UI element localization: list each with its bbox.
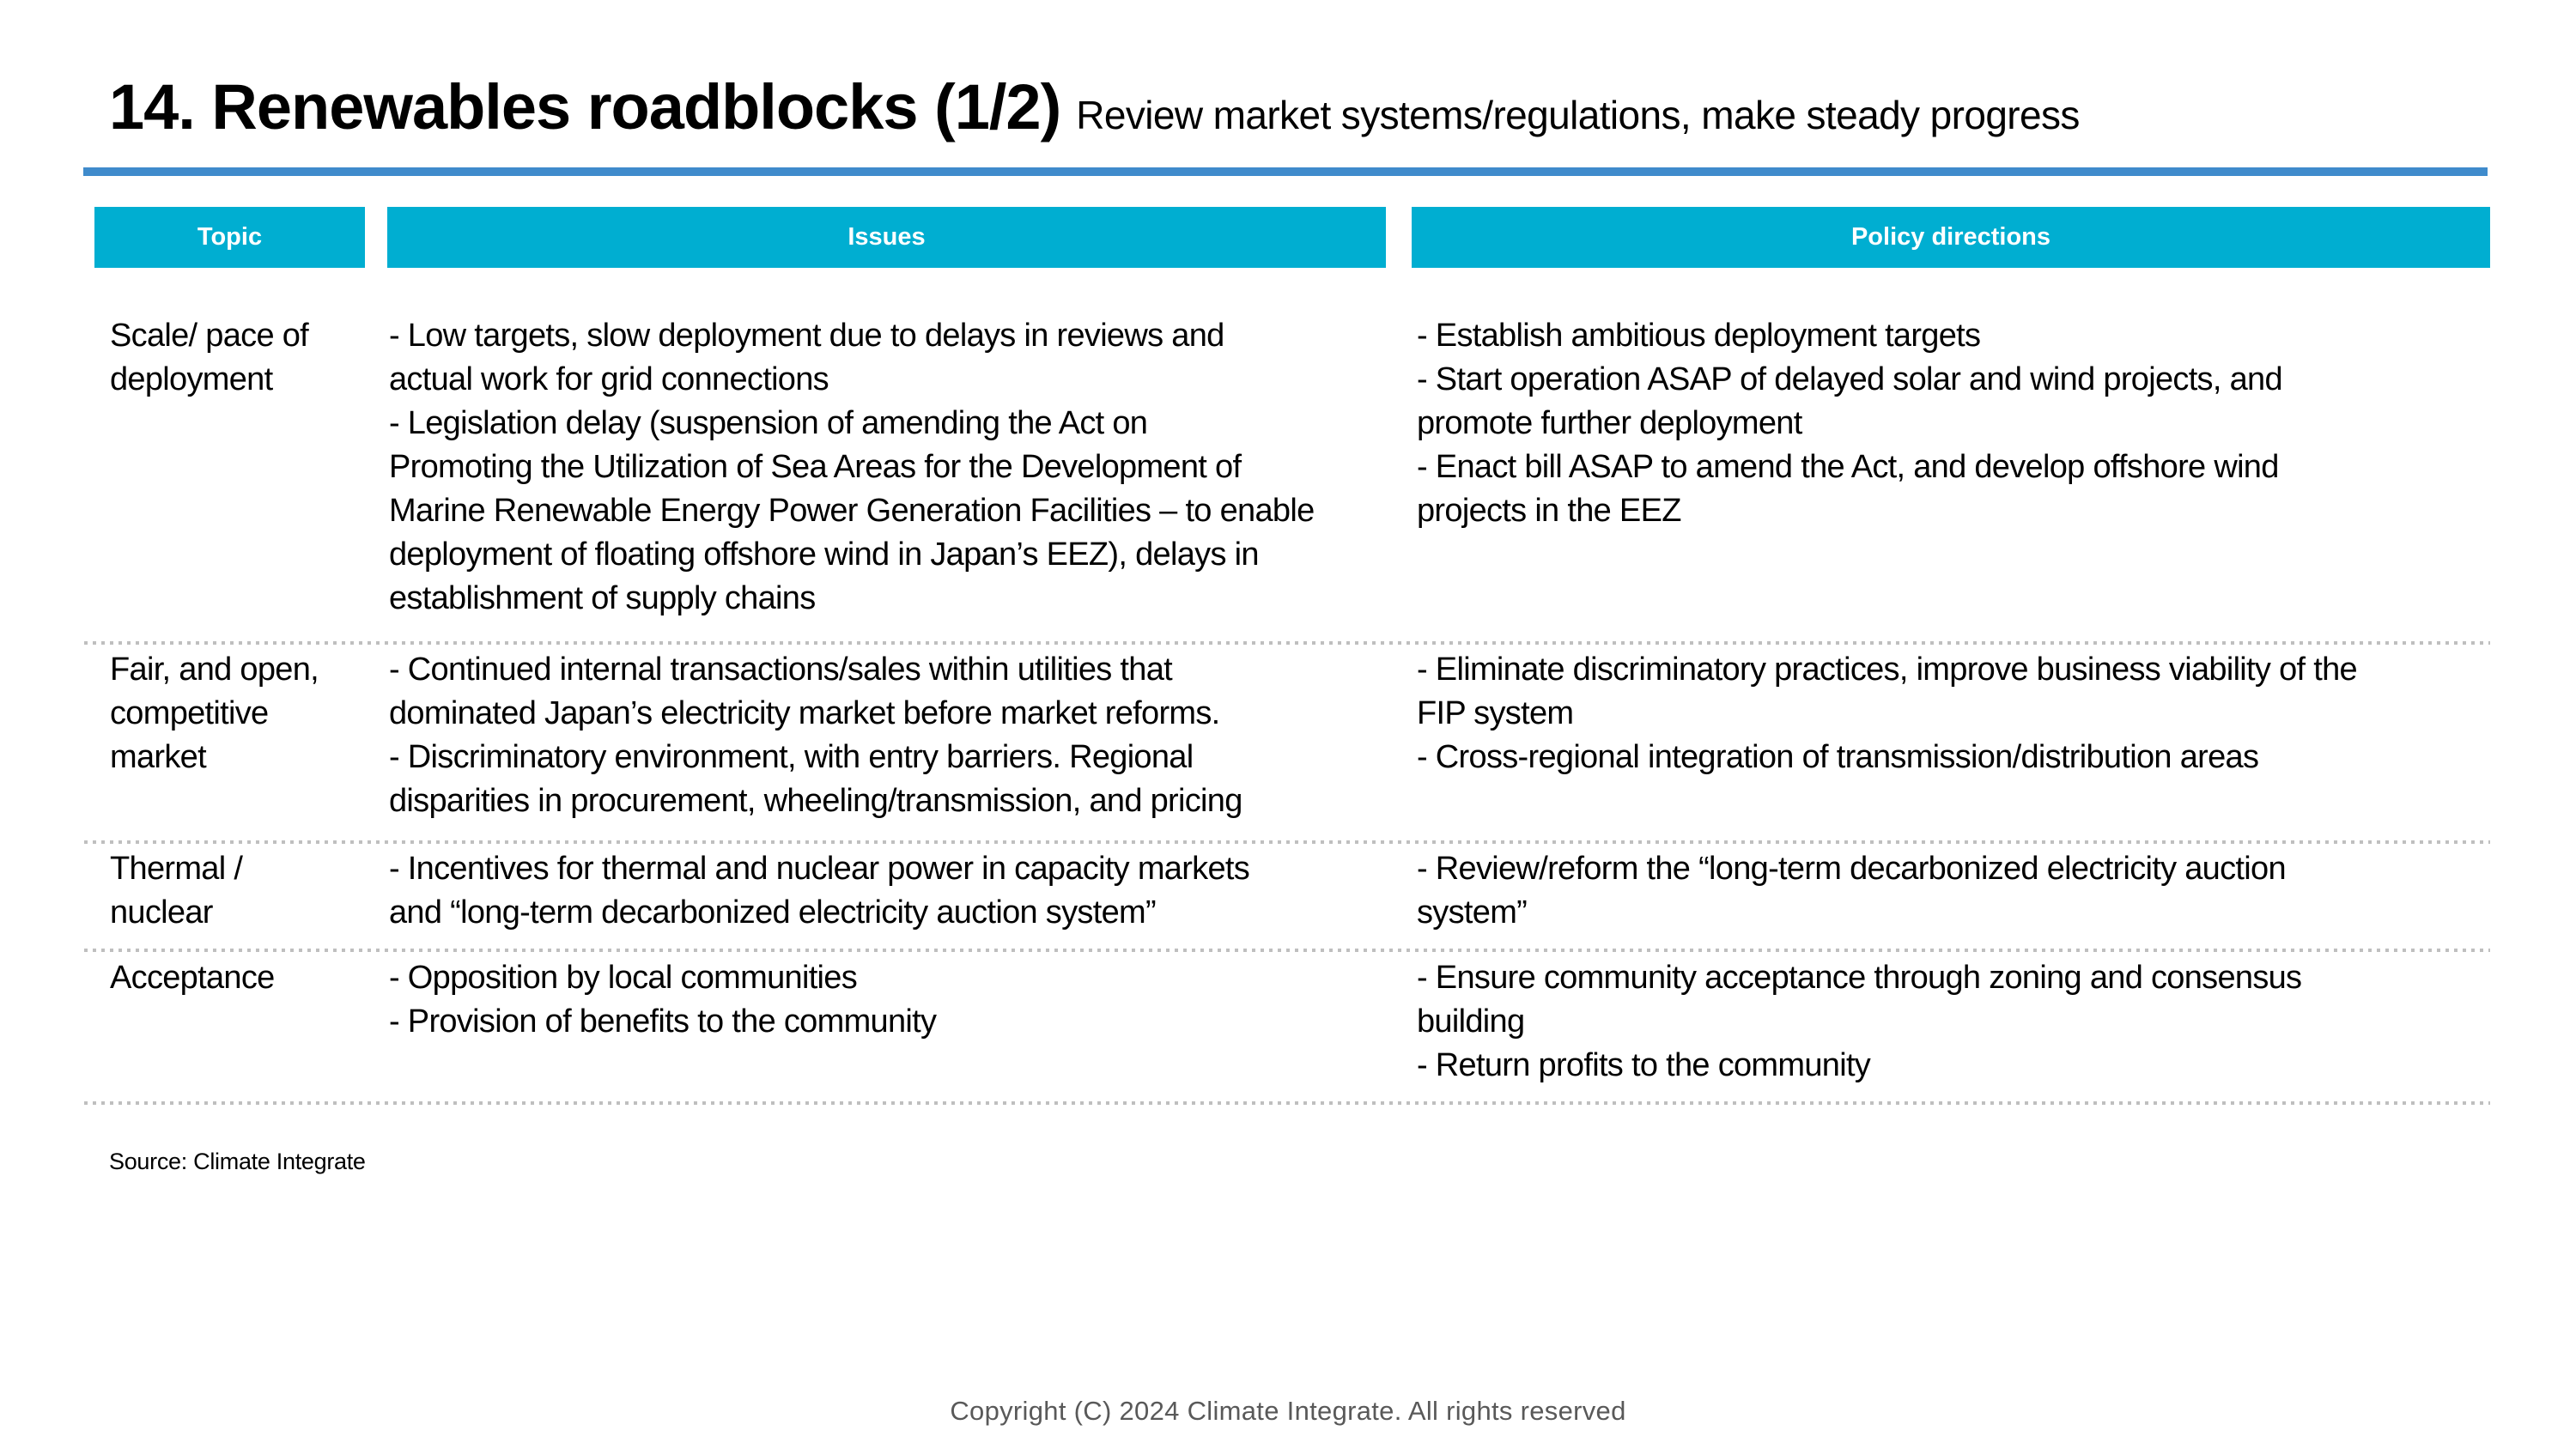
policy-line: promote further deployment xyxy=(1417,405,1802,441)
row-separator xyxy=(84,1101,2490,1105)
topic-line: Acceptance xyxy=(110,960,275,996)
issues-line: - Incentives for thermal and nuclear power in capacity markets xyxy=(389,851,1250,887)
issues-line: - Continued internal transactions/sales within utilities that xyxy=(389,652,1173,688)
policy-line: - Ensure community acceptance through zoning and consensus xyxy=(1417,960,2302,996)
issues-line: establishment of supply chains xyxy=(389,580,816,616)
policy-line: system” xyxy=(1417,894,1528,931)
issues-line: - Discriminatory environment, with entry barriers. Regional xyxy=(389,739,1194,775)
policy-line: - Start operation ASAP of delayed solar and wind projects, and xyxy=(1417,361,2282,397)
topic-line: market xyxy=(110,739,206,775)
policy-cell xyxy=(1417,314,2490,533)
issues-line: - Low targets, slow deployment due to delays in reviews and xyxy=(389,318,1224,354)
topic-line: Scale/ pace of xyxy=(110,318,309,354)
topic-line: deployment xyxy=(110,361,273,397)
issues-line: and “long-term decarbonized electricity auction system” xyxy=(389,894,1156,931)
topic-cell xyxy=(110,847,376,935)
issues-line: disparities in procurement, wheeling/transmission, and pricing xyxy=(389,783,1242,819)
topic-cell xyxy=(110,648,376,779)
issues-line: Marine Renewable Energy Power Generation Facilities – to enable xyxy=(389,493,1315,529)
issues-cell xyxy=(389,956,1394,1044)
row-separator xyxy=(84,641,2490,645)
page-title: 14. Renewables roadblocks (1/2) xyxy=(109,71,1061,142)
policy-line: - Enact bill ASAP to amend the Act, and develop offshore wind xyxy=(1417,449,2279,485)
issues-cell xyxy=(389,314,1394,621)
issues-cell xyxy=(389,648,1394,823)
policy-line: projects in the EEZ xyxy=(1417,493,1681,529)
policy-line: - Eliminate discriminatory practices, improve business viability of the xyxy=(1417,652,2357,688)
column-header-issues: Issues xyxy=(387,207,1386,268)
topic-line: nuclear xyxy=(110,894,213,931)
row-separator xyxy=(84,840,2490,844)
issues-line: deployment of floating offshore wind in Japan’s EEZ), delays in xyxy=(389,537,1259,573)
column-header-policy: Policy directions xyxy=(1412,207,2490,268)
policy-line: FIP system xyxy=(1417,695,1574,731)
source-note: Source: Climate Integrate xyxy=(109,1149,366,1174)
title-underline xyxy=(83,167,2488,176)
policy-line: - Cross-regional integration of transmission/distribution areas xyxy=(1417,739,2259,775)
column-header-topic: Topic xyxy=(94,207,365,268)
topic-cell xyxy=(110,314,376,402)
row-separator xyxy=(84,949,2490,952)
policy-line: - Review/reform the “long-term decarbonized electricity auction xyxy=(1417,851,2286,887)
issues-cell xyxy=(389,847,1394,935)
page-subtitle: Review market systems/regulations, make steady progress xyxy=(1076,93,2080,137)
issues-line: - Legislation delay (suspension of amending the Act on xyxy=(389,405,1148,441)
slide-title-block xyxy=(109,70,2080,143)
issues-line: Promoting the Utilization of Sea Areas for the Development of xyxy=(389,449,1242,485)
policy-line: building xyxy=(1417,1003,1525,1040)
issues-line: - Opposition by local communities xyxy=(389,960,858,996)
copyright-footer: Copyright (C) 2024 Climate Integrate. All rights reserved xyxy=(950,1396,1626,1426)
issues-line: dominated Japan’s electricity market before market reforms. xyxy=(389,695,1220,731)
policy-line: - Return profits to the community xyxy=(1417,1047,1871,1083)
policy-cell xyxy=(1417,956,2490,1088)
policy-cell xyxy=(1417,648,2490,779)
policy-line: - Establish ambitious deployment targets xyxy=(1417,318,1981,354)
topic-line: competitive xyxy=(110,695,269,731)
topic-line: Fair, and open, xyxy=(110,652,319,688)
policy-cell xyxy=(1417,847,2490,935)
topic-cell xyxy=(110,956,376,1000)
issues-line: actual work for grid connections xyxy=(389,361,829,397)
issues-line: - Provision of benefits to the community xyxy=(389,1003,937,1040)
topic-line: Thermal / xyxy=(110,851,243,887)
